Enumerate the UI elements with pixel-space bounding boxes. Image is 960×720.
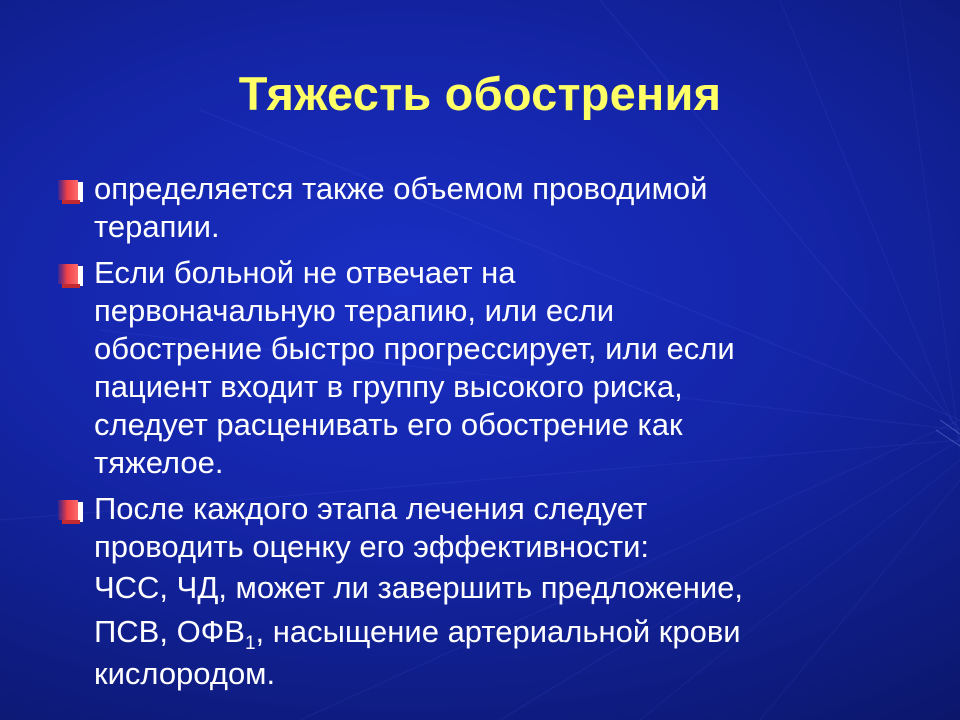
bullet-item [58, 254, 918, 482]
bullet-text-line [94, 610, 918, 654]
bullet-text: После каждого этапа лечения следует проводить оценку его эффективности: [94, 491, 650, 564]
bullet-list [58, 170, 918, 694]
red-gradient-square-icon [58, 500, 85, 525]
bullet-text: Если больной не отвечает на первоначальную терапию, или если обострение быстро прогрессирует, или если пациент входит в группу высокого риска, следует расценивать его обострение как тяжелое. [94, 255, 735, 480]
vitals-text: ЧСС, ЧД, может ли завершить предложение, [94, 570, 744, 605]
subscript-one: 1 [244, 633, 256, 654]
bullet-text-line [94, 654, 918, 694]
saturation-text: , насыщение артериальной крови [255, 614, 741, 649]
bullet-item [58, 490, 918, 694]
red-gradient-square-icon [58, 264, 85, 289]
bullet-item [58, 170, 918, 246]
oxygen-text: кислородом. [94, 656, 276, 691]
red-gradient-square-icon [58, 180, 85, 205]
pef-fev-text: ПСВ, ОФВ [94, 614, 245, 649]
bullet-text: определяется также объемом проводимой терапии. [94, 171, 708, 244]
bullet-text-line [94, 566, 918, 610]
slide-title: Тяжесть обострения [238, 67, 722, 120]
